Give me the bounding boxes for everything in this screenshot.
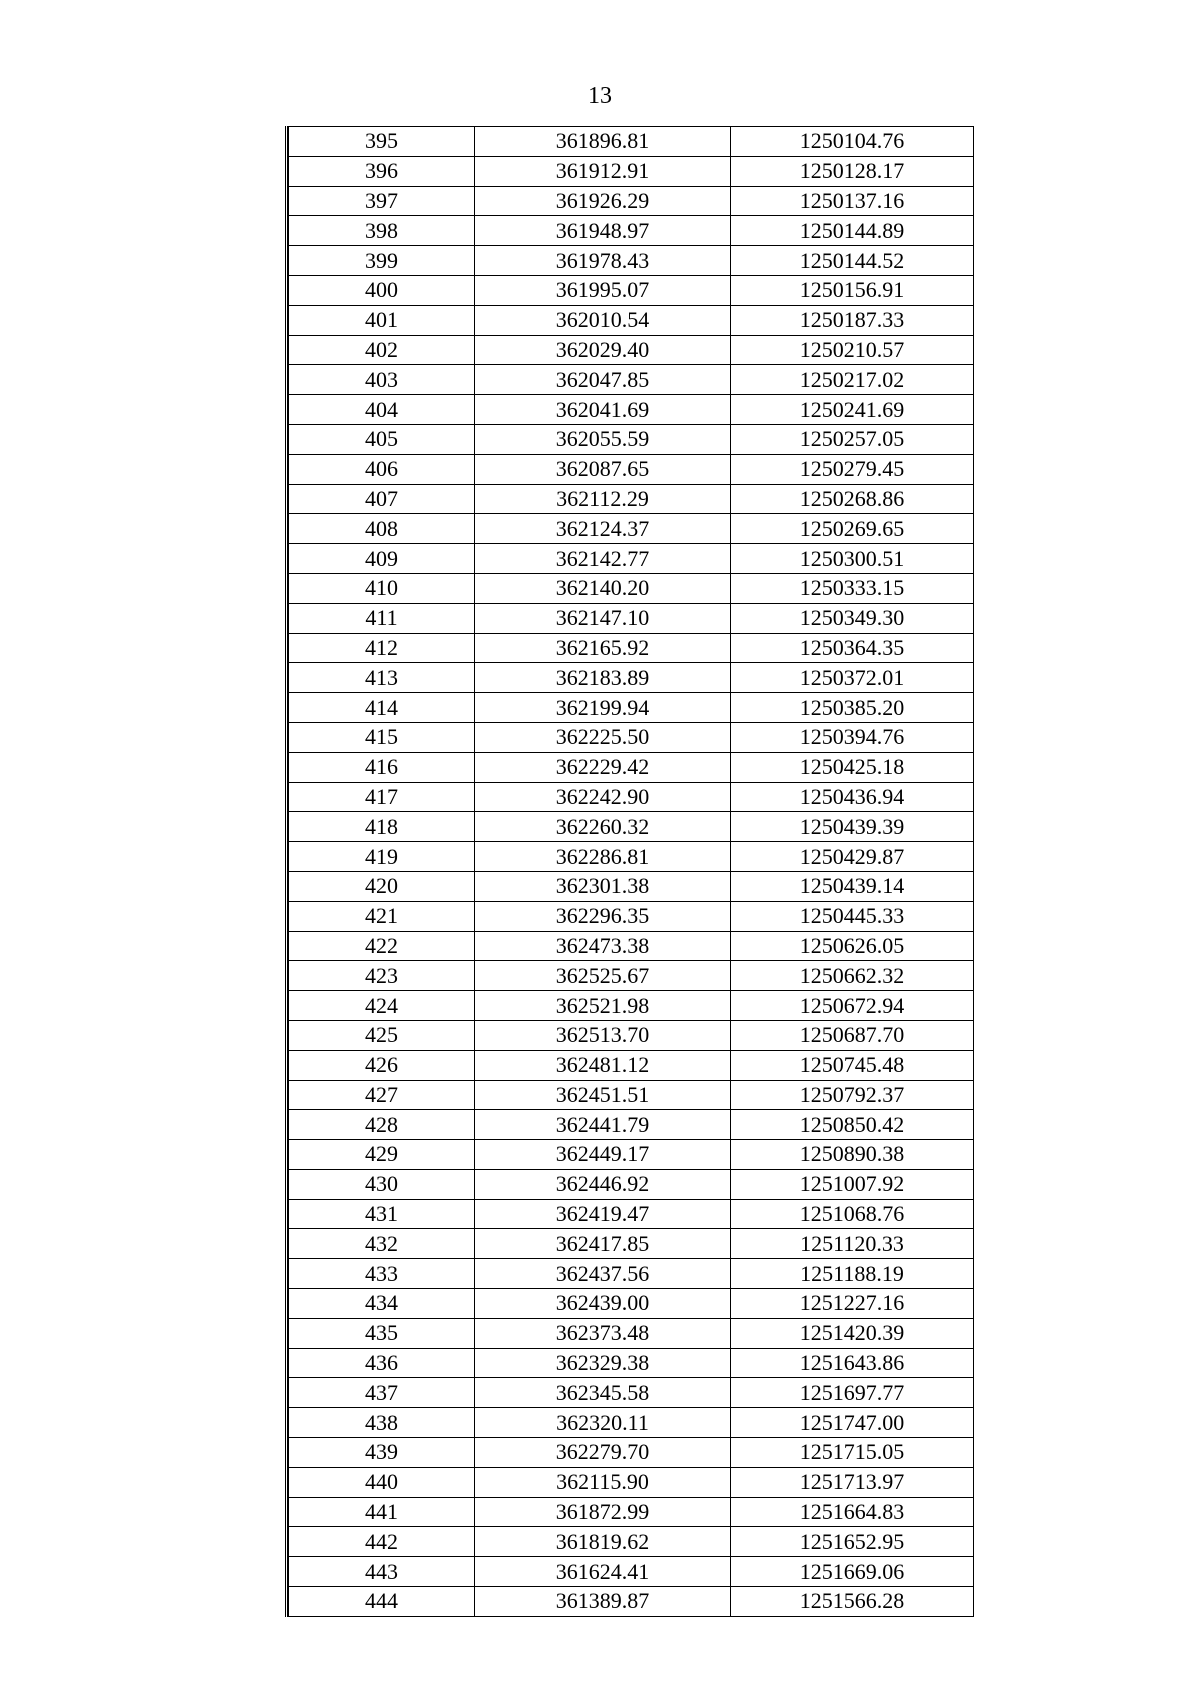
x-coordinate-cell: 361978.43	[475, 246, 731, 276]
table-row	[289, 1497, 974, 1527]
x-coordinate-cell: 361912.91	[475, 156, 731, 186]
table-row	[289, 931, 974, 961]
x-coordinate-cell: 362417.85	[475, 1229, 731, 1259]
point-number-cell: 433	[289, 1259, 475, 1289]
x-coordinate-cell: 362260.32	[475, 812, 731, 842]
x-coordinate-cell: 362449.17	[475, 1140, 731, 1170]
x-coordinate-cell: 361948.97	[475, 216, 731, 246]
x-coordinate-cell: 362296.35	[475, 901, 731, 931]
y-coordinate-cell: 1251420.39	[731, 1318, 974, 1348]
point-number-cell: 436	[289, 1348, 475, 1378]
table-row	[289, 1587, 974, 1617]
point-number-cell: 437	[289, 1378, 475, 1408]
x-coordinate-cell: 362029.40	[475, 335, 731, 365]
table-row	[289, 365, 974, 395]
point-number-cell: 410	[289, 573, 475, 603]
point-number-cell: 443	[289, 1557, 475, 1587]
y-coordinate-cell: 1250279.45	[731, 454, 974, 484]
table-row	[289, 1080, 974, 1110]
y-coordinate-cell: 1250269.65	[731, 514, 974, 544]
table-row	[289, 1557, 974, 1587]
y-coordinate-cell: 1251713.97	[731, 1467, 974, 1497]
point-number-cell: 421	[289, 901, 475, 931]
y-coordinate-cell: 1250210.57	[731, 335, 974, 365]
point-number-cell: 417	[289, 782, 475, 812]
x-coordinate-cell: 362279.70	[475, 1438, 731, 1468]
table-row	[289, 1110, 974, 1140]
y-coordinate-cell: 1250394.76	[731, 722, 974, 752]
table-row	[289, 1199, 974, 1229]
y-coordinate-cell: 1251227.16	[731, 1289, 974, 1319]
point-number-cell: 409	[289, 544, 475, 574]
table-row	[289, 961, 974, 991]
table-row	[289, 1438, 974, 1468]
point-number-cell: 423	[289, 961, 475, 991]
point-number-cell: 438	[289, 1408, 475, 1438]
y-coordinate-cell: 1251715.05	[731, 1438, 974, 1468]
y-coordinate-cell: 1250890.38	[731, 1140, 974, 1170]
table-row	[289, 633, 974, 663]
x-coordinate-cell: 362010.54	[475, 305, 731, 335]
y-coordinate-cell: 1250385.20	[731, 693, 974, 723]
y-coordinate-cell: 1251566.28	[731, 1587, 974, 1617]
table-row	[289, 1050, 974, 1080]
x-coordinate-cell: 362229.42	[475, 752, 731, 782]
x-coordinate-cell: 361819.62	[475, 1527, 731, 1557]
point-number-cell: 418	[289, 812, 475, 842]
table-row	[289, 842, 974, 872]
table-row	[289, 246, 974, 276]
x-coordinate-cell: 362329.38	[475, 1348, 731, 1378]
y-coordinate-cell: 1250349.30	[731, 603, 974, 633]
x-coordinate-cell: 362513.70	[475, 1020, 731, 1050]
table-row	[289, 752, 974, 782]
y-coordinate-cell: 1251664.83	[731, 1497, 974, 1527]
point-number-cell: 398	[289, 216, 475, 246]
table-row	[289, 603, 974, 633]
y-coordinate-cell: 1250429.87	[731, 842, 974, 872]
point-number-cell: 402	[289, 335, 475, 365]
point-number-cell: 425	[289, 1020, 475, 1050]
table-row	[289, 871, 974, 901]
table-body	[289, 127, 974, 1617]
x-coordinate-cell: 361995.07	[475, 275, 731, 305]
y-coordinate-cell: 1250425.18	[731, 752, 974, 782]
table-row	[289, 1259, 974, 1289]
y-coordinate-cell: 1250439.14	[731, 871, 974, 901]
table-row	[289, 1348, 974, 1378]
point-number-cell: 439	[289, 1438, 475, 1468]
y-coordinate-cell: 1250187.33	[731, 305, 974, 335]
table-row	[289, 514, 974, 544]
y-coordinate-cell: 1250137.16	[731, 186, 974, 216]
point-number-cell: 442	[289, 1527, 475, 1557]
point-number-cell: 427	[289, 1080, 475, 1110]
point-number-cell: 422	[289, 931, 475, 961]
point-number-cell: 400	[289, 275, 475, 305]
table-row	[289, 395, 974, 425]
y-coordinate-cell: 1251747.00	[731, 1408, 974, 1438]
point-number-cell: 408	[289, 514, 475, 544]
point-number-cell: 434	[289, 1289, 475, 1319]
table-row	[289, 1467, 974, 1497]
x-coordinate-cell: 361624.41	[475, 1557, 731, 1587]
point-number-cell: 405	[289, 424, 475, 454]
x-coordinate-cell: 362147.10	[475, 603, 731, 633]
point-number-cell: 419	[289, 842, 475, 872]
point-number-cell: 401	[289, 305, 475, 335]
x-coordinate-cell: 362373.48	[475, 1318, 731, 1348]
table-row	[289, 1229, 974, 1259]
x-coordinate-cell: 362242.90	[475, 782, 731, 812]
y-coordinate-cell: 1250439.39	[731, 812, 974, 842]
point-number-cell: 403	[289, 365, 475, 395]
y-coordinate-cell: 1251068.76	[731, 1199, 974, 1229]
y-coordinate-cell: 1251120.33	[731, 1229, 974, 1259]
table-row	[289, 335, 974, 365]
table-row	[289, 454, 974, 484]
point-number-cell: 420	[289, 871, 475, 901]
y-coordinate-cell: 1250850.42	[731, 1110, 974, 1140]
table-row	[289, 1378, 974, 1408]
point-number-cell: 396	[289, 156, 475, 186]
point-number-cell: 412	[289, 633, 475, 663]
y-coordinate-cell: 1250364.35	[731, 633, 974, 663]
x-coordinate-cell: 361926.29	[475, 186, 731, 216]
y-coordinate-cell: 1250333.15	[731, 573, 974, 603]
table-row	[289, 693, 974, 723]
x-coordinate-cell: 362055.59	[475, 424, 731, 454]
table-row	[289, 186, 974, 216]
table-row	[289, 722, 974, 752]
table-row	[289, 901, 974, 931]
table-row	[289, 1408, 974, 1438]
point-number-cell: 429	[289, 1140, 475, 1170]
y-coordinate-cell: 1250662.32	[731, 961, 974, 991]
table-row	[289, 484, 974, 514]
y-coordinate-cell: 1250300.51	[731, 544, 974, 574]
point-number-cell: 428	[289, 1110, 475, 1140]
y-coordinate-cell: 1250372.01	[731, 663, 974, 693]
table-row	[289, 663, 974, 693]
point-number-cell: 416	[289, 752, 475, 782]
x-coordinate-cell: 362140.20	[475, 573, 731, 603]
table-row	[289, 156, 974, 186]
table-row	[289, 1527, 974, 1557]
x-coordinate-cell: 362165.92	[475, 633, 731, 663]
table-row	[289, 782, 974, 812]
point-number-cell: 415	[289, 722, 475, 752]
x-coordinate-cell: 361872.99	[475, 1497, 731, 1527]
x-coordinate-cell: 362183.89	[475, 663, 731, 693]
point-number-cell: 432	[289, 1229, 475, 1259]
x-coordinate-cell: 362124.37	[475, 514, 731, 544]
table-row	[289, 1318, 974, 1348]
y-coordinate-cell: 1250268.86	[731, 484, 974, 514]
x-coordinate-cell: 362345.58	[475, 1378, 731, 1408]
point-number-cell: 444	[289, 1587, 475, 1617]
table-row	[289, 991, 974, 1021]
x-coordinate-cell: 362419.47	[475, 1199, 731, 1229]
point-number-cell: 430	[289, 1169, 475, 1199]
table-row	[289, 216, 974, 246]
y-coordinate-cell: 1250241.69	[731, 395, 974, 425]
x-coordinate-cell: 362525.67	[475, 961, 731, 991]
y-coordinate-cell: 1250687.70	[731, 1020, 974, 1050]
point-number-cell: 397	[289, 186, 475, 216]
table-row	[289, 127, 974, 157]
table-row	[289, 1289, 974, 1319]
y-coordinate-cell: 1250156.91	[731, 275, 974, 305]
y-coordinate-cell: 1250445.33	[731, 901, 974, 931]
table-row	[289, 275, 974, 305]
point-number-cell: 407	[289, 484, 475, 514]
y-coordinate-cell: 1250792.37	[731, 1080, 974, 1110]
coordinates-table-wrapper	[285, 126, 973, 1617]
x-coordinate-cell: 362047.85	[475, 365, 731, 395]
table-row	[289, 305, 974, 335]
y-coordinate-cell: 1250626.05	[731, 931, 974, 961]
table-row	[289, 1169, 974, 1199]
y-coordinate-cell: 1251697.77	[731, 1378, 974, 1408]
x-coordinate-cell: 362225.50	[475, 722, 731, 752]
x-coordinate-cell: 362199.94	[475, 693, 731, 723]
x-coordinate-cell: 362112.29	[475, 484, 731, 514]
x-coordinate-cell: 362142.77	[475, 544, 731, 574]
y-coordinate-cell: 1250104.76	[731, 127, 974, 157]
point-number-cell: 414	[289, 693, 475, 723]
coordinates-table	[288, 126, 974, 1617]
y-coordinate-cell: 1251188.19	[731, 1259, 974, 1289]
point-number-cell: 424	[289, 991, 475, 1021]
point-number-cell: 395	[289, 127, 475, 157]
x-coordinate-cell: 362115.90	[475, 1467, 731, 1497]
x-coordinate-cell: 362473.38	[475, 931, 731, 961]
x-coordinate-cell: 362437.56	[475, 1259, 731, 1289]
table-row	[289, 812, 974, 842]
y-coordinate-cell: 1251652.95	[731, 1527, 974, 1557]
y-coordinate-cell: 1250128.17	[731, 156, 974, 186]
y-coordinate-cell: 1250217.02	[731, 365, 974, 395]
y-coordinate-cell: 1250144.89	[731, 216, 974, 246]
x-coordinate-cell: 361389.87	[475, 1587, 731, 1617]
point-number-cell: 413	[289, 663, 475, 693]
y-coordinate-cell: 1251007.92	[731, 1169, 974, 1199]
table-row	[289, 1140, 974, 1170]
x-coordinate-cell: 362286.81	[475, 842, 731, 872]
point-number-cell: 426	[289, 1050, 475, 1080]
point-number-cell: 440	[289, 1467, 475, 1497]
x-coordinate-cell: 362087.65	[475, 454, 731, 484]
table-row	[289, 1020, 974, 1050]
x-coordinate-cell: 362439.00	[475, 1289, 731, 1319]
x-coordinate-cell: 362481.12	[475, 1050, 731, 1080]
x-coordinate-cell: 362320.11	[475, 1408, 731, 1438]
y-coordinate-cell: 1250436.94	[731, 782, 974, 812]
point-number-cell: 406	[289, 454, 475, 484]
point-number-cell: 435	[289, 1318, 475, 1348]
y-coordinate-cell: 1250144.52	[731, 246, 974, 276]
y-coordinate-cell: 1251669.06	[731, 1557, 974, 1587]
x-coordinate-cell: 362521.98	[475, 991, 731, 1021]
x-coordinate-cell: 362041.69	[475, 395, 731, 425]
x-coordinate-cell: 362441.79	[475, 1110, 731, 1140]
point-number-cell: 399	[289, 246, 475, 276]
page-number: 13	[588, 83, 612, 109]
y-coordinate-cell: 1250745.48	[731, 1050, 974, 1080]
x-coordinate-cell: 362446.92	[475, 1169, 731, 1199]
y-coordinate-cell: 1250257.05	[731, 424, 974, 454]
y-coordinate-cell: 1250672.94	[731, 991, 974, 1021]
point-number-cell: 441	[289, 1497, 475, 1527]
x-coordinate-cell: 362301.38	[475, 871, 731, 901]
table-row	[289, 544, 974, 574]
table-row	[289, 424, 974, 454]
x-coordinate-cell: 362451.51	[475, 1080, 731, 1110]
point-number-cell: 404	[289, 395, 475, 425]
x-coordinate-cell: 361896.81	[475, 127, 731, 157]
table-row	[289, 573, 974, 603]
point-number-cell: 411	[289, 603, 475, 633]
point-number-cell: 431	[289, 1199, 475, 1229]
y-coordinate-cell: 1251643.86	[731, 1348, 974, 1378]
